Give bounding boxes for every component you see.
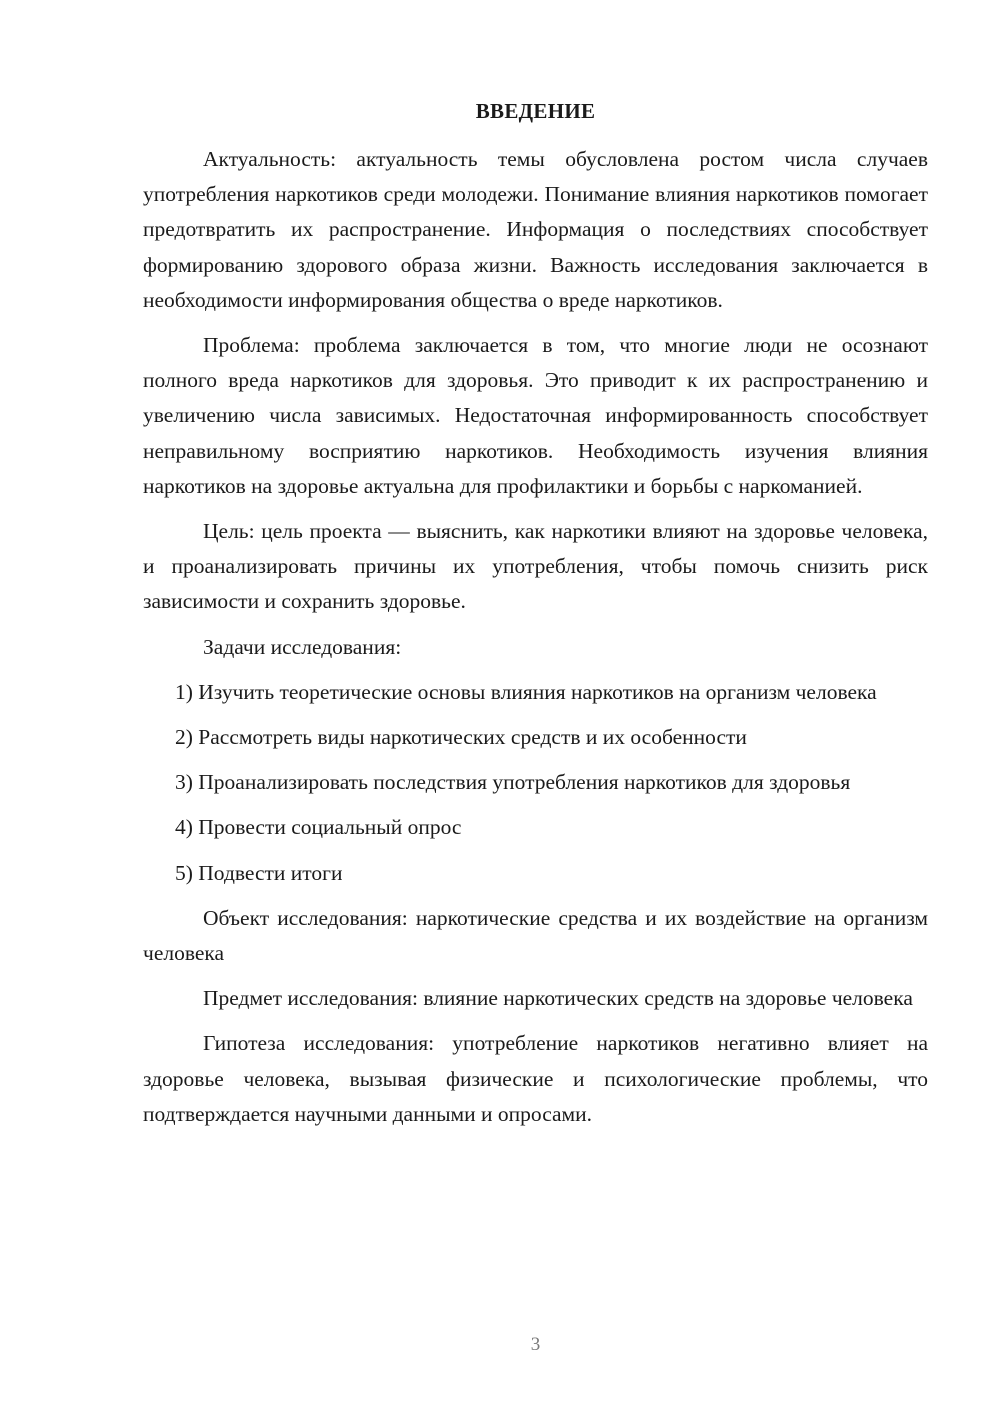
task-item-1: 1) Изучить теоретические основы влияния наркотиков на организм человека <box>175 679 877 704</box>
task-item-3: 3) Проанализировать последствия употребления наркотиков для здоровья <box>175 770 851 795</box>
relevance-paragraph: Актуальность: актуальность темы обусловлена ростом числа случаев употребления наркотиков среди молодежи. Понимание влияния наркотиков помогает предотвратить их распространение. Информация о последствиях способствует формированию здорового образа жизни. Важность исследования заключается в необходимости информирования общества о вреде наркотиков. <box>143 147 928 312</box>
tasks-heading: Задачи исследования: <box>203 634 402 659</box>
page-number: 3 <box>530 1334 541 1355</box>
task-item-4: 4) Провести социальный опрос <box>175 815 462 840</box>
task-item-5: 5) Подвести итоги <box>175 860 343 885</box>
task-item-2: 2) Рассмотреть виды наркотических средств и их особенности <box>175 725 747 750</box>
document-page <box>143 0 928 1414</box>
goal-paragraph: Цель: цель проекта — выяснить, как наркотики влияют на здоровье человека, и проанализировать причины их употребления, чтобы помочь снизить риск зависимости и сохранить здоровье. <box>143 519 928 614</box>
section-title: ВВЕДЕНИЕ <box>475 99 596 123</box>
problem-paragraph: Проблема: проблема заключается в том, что многие люди не осознают полного вреда наркотиков для здоровья. Это приводит к их распространению и увеличению числа зависимых. Недостаточная информированность способствует неправильному восприятию наркотиков. Необходимость изучения влияния наркотиков на здоровье актуальна для профилактики и борьбы с наркоманией. <box>143 333 928 498</box>
subject-paragraph: Предмет исследования: влияние наркотических средств на здоровье человека <box>203 986 913 1011</box>
object-paragraph: Объект исследования: наркотические средства и их воздействие на организм человека <box>143 905 928 966</box>
hypothesis-paragraph: Гипотеза исследования: употребление наркотиков негативно влияет на здоровье человека, вызывая физические и психологические проблемы, что подтверждается научными данными и опросами. <box>143 1031 928 1126</box>
body-text <box>143 142 928 1132</box>
